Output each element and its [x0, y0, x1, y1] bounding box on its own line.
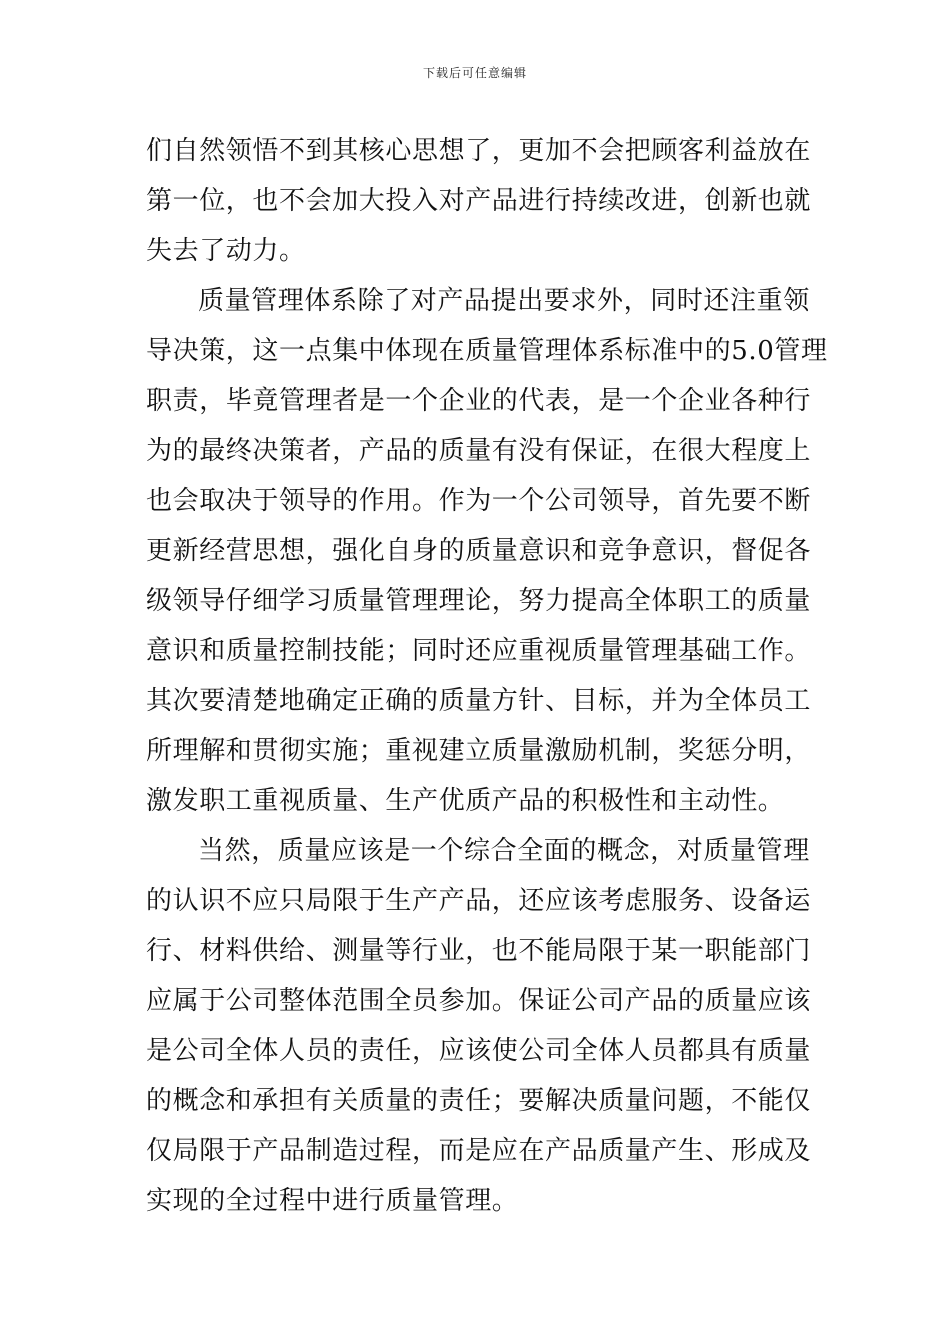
- paragraph-2-line: 其次要清楚地确定正确的质量方针、目标，并为全体员工: [146, 686, 812, 716]
- paragraph-1-line: 们自然领悟不到其核心思想了，更加不会把顾客利益放在: [146, 136, 812, 166]
- paragraph-3-line: 应属于公司整体范围全员参加。保证公司产品的质量应该: [146, 986, 812, 1016]
- paragraph-3-line: 仅局限于产品制造过程，而是应在产品质量产生、形成及: [146, 1136, 812, 1166]
- paragraph-3-line: 的认识不应只局限于生产产品，还应该考虑服务、设备运: [146, 886, 812, 916]
- paragraph-2-line: 为的最终决策者，产品的质量有没有保证，在很大程度上: [146, 436, 812, 466]
- document-body: [146, 126, 828, 1226]
- paragraph-2-line: 导决策，这一点集中体现在质量管理体系标准中的5.0管理: [146, 336, 828, 366]
- paragraph-1-line: 第一位，也不会加大投入对产品进行持续改进，创新也就: [146, 186, 812, 216]
- paragraph-1-line: 失去了动力。: [146, 236, 306, 266]
- paragraph-2-line: 质量管理体系除了对产品提出要求外，同时还注重领: [198, 286, 810, 316]
- paragraph-2-line: 所理解和贯彻实施；重视建立质量激励机制，奖惩分明，: [146, 736, 812, 766]
- paragraph-2-line: 更新经营思想，强化自身的质量意识和竞争意识，督促各: [146, 536, 812, 566]
- paragraph-2-line: 激发职工重视质量、生产优质产品的积极性和主动性。: [146, 786, 785, 816]
- paragraph-2-line: 也会取决于领导的作用。作为一个公司领导，首先要不断: [146, 486, 812, 516]
- paragraph-2-line: 意识和质量控制技能；同时还应重视质量管理基础工作。: [146, 636, 812, 666]
- paragraph-2-line: 职责，毕竟管理者是一个企业的代表，是一个企业各种行: [146, 386, 812, 416]
- paragraph-3-line: 的概念和承担有关质量的责任；要解决质量问题，不能仅: [146, 1086, 812, 1116]
- paragraph-3-line: 当然，质量应该是一个综合全面的概念，对质量管理: [198, 836, 810, 866]
- paragraph-3-line: 实现的全过程中进行质量管理。: [146, 1186, 519, 1216]
- page-header: 下载后可任意编辑: [422, 66, 527, 80]
- paragraph-3-line: 是公司全体人员的责任，应该使公司全体人员都具有质量: [146, 1036, 812, 1066]
- paragraph-3-line: 行、材料供给、测量等行业，也不能局限于某一职能部门: [146, 936, 812, 966]
- paragraph-2-line: 级领导仔细学习质量管理理论，努力提高全体职工的质量: [146, 586, 812, 616]
